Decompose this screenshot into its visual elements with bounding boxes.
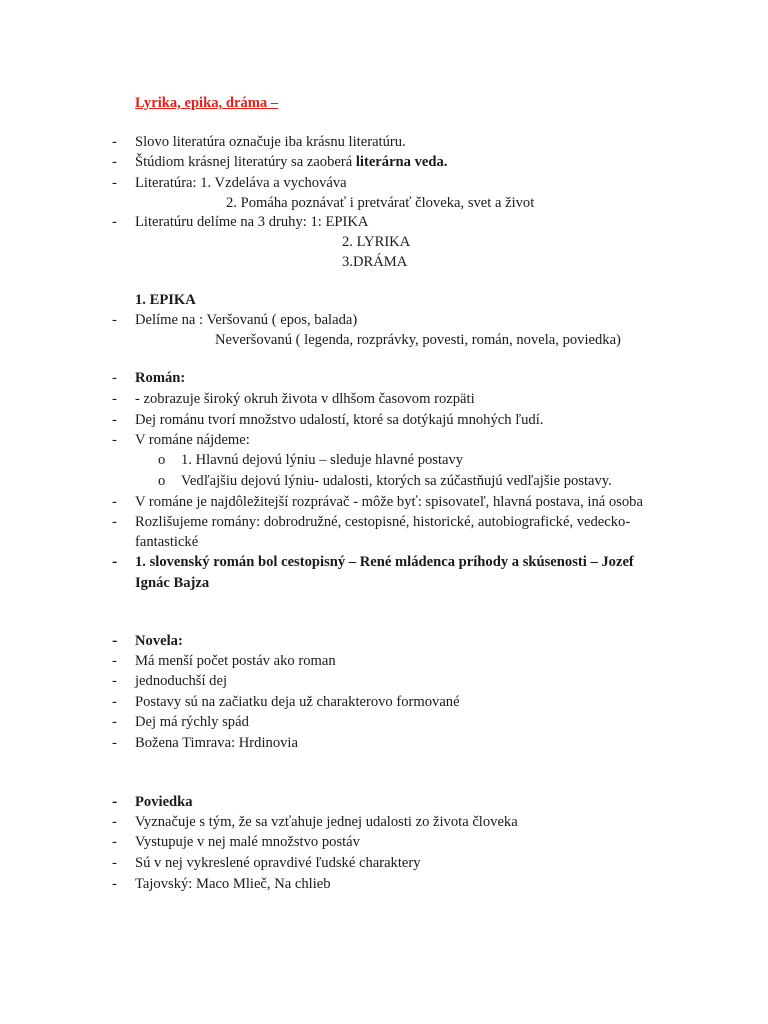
poviedka-line-3: Sú v nej vykreslené opravdivé ľudské charaktery [135, 855, 421, 871]
bullet-marker: - [112, 175, 117, 191]
roman-line-2: Dej románu tvorí množstvo udalostí, ktoré sa dotýkajú mnohých ľudí. [135, 412, 544, 428]
circle-bullet-marker: o [158, 473, 166, 489]
bullet-marker: - [112, 735, 117, 751]
bullet-marker: - [112, 673, 117, 689]
bullet-marker: - [112, 855, 117, 871]
bullet-marker: - [112, 834, 117, 850]
intro-line-3: Literatúra: 1. Vzdeláva a vychováva [135, 175, 347, 191]
poviedka-line-4: Tajovský: Maco Mlieč, Na chlieb [135, 876, 331, 892]
novela-line-3: Postavy sú na začiatku deja už charakterovo formované [135, 694, 460, 710]
intro-line-3b: 2. Pomáha poznávať i pretvárať človeka, svet a život [226, 195, 535, 211]
novela-line-4: Dej má rýchly spád [135, 714, 249, 730]
intro-line-1: Slovo literatúra označuje iba krásnu literatúru. [135, 134, 406, 150]
roman-subitem-1: 1. Hlavnú dejovú lýniu – sleduje hlavné postavy [181, 452, 464, 468]
bullet-marker: - [112, 312, 117, 328]
intro-line-2 [135, 152, 447, 172]
bullet-marker: - [112, 653, 117, 669]
bullet-marker-bold: - [112, 632, 118, 649]
novela-line-5: Božena Timrava: Hrdinovia [135, 735, 298, 751]
roman-line-5b: fantastické [135, 534, 199, 550]
novela-heading: Novela: [135, 633, 183, 649]
bullet-marker: - [112, 370, 117, 386]
poviedka-heading: Poviedka [135, 794, 193, 810]
roman-line-1: - zobrazuje široký okruh života v dlhšom časovom rozpäti [135, 391, 475, 407]
roman-line-5a: Rozlišujeme romány: dobrodružné, cestopisné, historické, autobiografické, vedecko- [135, 514, 631, 530]
bullet-marker: - [112, 814, 117, 830]
intro-line-4: Literatúru delíme na 3 druhy: 1: EPIKA [135, 214, 369, 230]
novela-line-2: jednoduchší dej [135, 673, 228, 689]
bullet-marker: - [112, 694, 117, 710]
novela-line-1: Má menší počet postáv ako roman [135, 653, 336, 669]
intro-line-4c: 3.DRÁMA [342, 254, 408, 270]
roman-line-6a: 1. slovenský román bol cestopisný – René mládenca príhody a skúsenosti – Jozef [135, 554, 634, 570]
bullet-marker: - [112, 494, 117, 510]
intro-line-2-text: Štúdiom krásnej literatúry sa zaoberá [135, 154, 356, 170]
bullet-marker: - [112, 714, 117, 730]
epika-line-1b: Neveršovanú ( legenda, rozprávky, povesti, román, novela, poviedka) [215, 332, 621, 348]
bullet-marker: - [112, 134, 117, 150]
poviedka-line-1: Vyznačuje s tým, že sa vzťahuje jednej udalosti zo života človeka [135, 814, 518, 830]
bullet-marker: - [112, 214, 117, 230]
bullet-marker: - [112, 412, 117, 428]
bullet-marker-bold: - [112, 553, 118, 570]
roman-subitem-2: Vedľajšiu dejovú lýniu- udalosti, ktorých sa zúčastňujú vedľajšie postavy. [181, 473, 612, 489]
bullet-marker: - [112, 391, 117, 407]
bullet-marker: - [112, 154, 117, 170]
bullet-marker: - [112, 514, 117, 530]
bullet-marker-bold: - [112, 793, 118, 810]
roman-line-6b: Ignác Bajza [135, 575, 210, 591]
document-title: Lyrika, epika, dráma – [135, 95, 279, 111]
bullet-marker: - [112, 432, 117, 448]
epika-line-1: Delíme na : Veršovanú ( epos, balada) [135, 312, 358, 328]
poviedka-line-2: Vystupuje v nej malé množstvo postáv [135, 834, 360, 850]
roman-line-4: V románe je najdôležitejší rozprávač - môže byť: spisovateľ, hlavná postava, iná osoba [135, 494, 643, 510]
intro-line-2-bold: literárna veda. [355, 154, 448, 170]
circle-bullet-marker: o [158, 452, 166, 468]
epika-heading: 1. EPIKA [135, 292, 196, 308]
bullet-marker: - [112, 876, 117, 892]
roman-line-3: V románe nájdeme: [135, 432, 250, 448]
roman-heading: Román: [135, 370, 186, 386]
intro-line-4b: 2. LYRIKA [342, 234, 411, 250]
